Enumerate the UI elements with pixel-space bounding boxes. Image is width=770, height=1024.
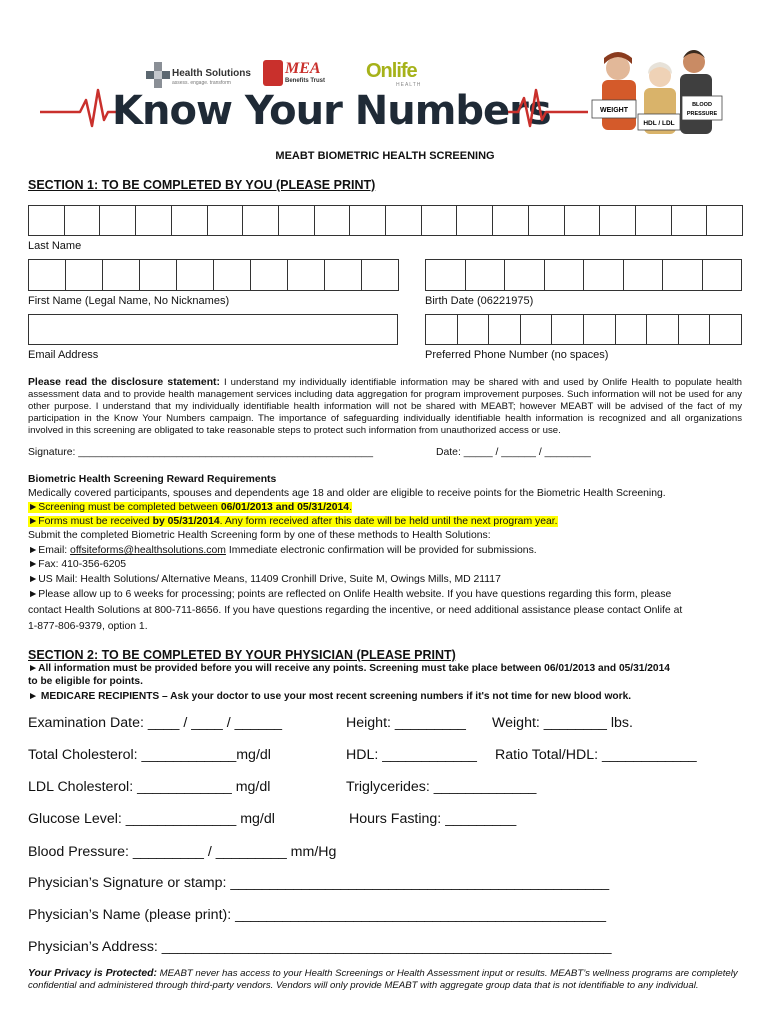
char-box[interactable] [350, 205, 386, 236]
disclosure-text: I understand my individually identifiable information may be shared with and used by Onlife Health to populate health assessment data and to provide health management services including data aggregation for program improvement purposes. Such information will not be used for any other purpose. I understand that my individually identifiable health information will not be shared with MEABT; however MEABT will be advised of the fact of my participation in the Know Your Numbers campaign. The importance of safeguarding individually identifiable health information is recognized and all organizations involved in this screening are obligated to take reasonable steps to protect such information from unauthorized access or use. [28, 377, 742, 436]
ratio-field[interactable]: Ratio Total/HDL: ____________ [495, 747, 697, 763]
svg-text:PRESSURE: PRESSURE [686, 111, 718, 117]
heartbeat-left-icon [40, 86, 120, 132]
email-field[interactable] [28, 314, 398, 345]
char-box[interactable] [707, 205, 743, 236]
section2-heading: SECTION 2: TO BE COMPLETED BY YOUR PHYSICIAN (PLEASE PRINT) [28, 648, 456, 662]
hours-fasting-field[interactable]: Hours Fasting: _________ [349, 811, 517, 827]
char-box[interactable] [65, 205, 101, 236]
banner-title: Know Your Numbers [112, 88, 551, 134]
rewards-email: ►Email: offsiteforms@healthsolutions.com Immediate electronic confirmation will be provided for submissions. [28, 545, 537, 556]
svg-text:BLOOD: BLOOD [692, 102, 712, 108]
form-title: MEABT BIOMETRIC HEALTH SCREENING [275, 150, 495, 162]
char-box[interactable] [584, 314, 616, 345]
health-solutions-name: Health Solutions [172, 68, 251, 79]
char-box[interactable] [140, 259, 177, 291]
char-box[interactable] [505, 259, 545, 291]
physician-address-field[interactable]: Physician’s Address: _________________________________________________________ [28, 939, 612, 955]
char-box[interactable] [703, 259, 743, 291]
mea-logo-subtext: Benefits Trust [285, 78, 326, 84]
char-box[interactable] [66, 259, 103, 291]
char-box[interactable] [679, 314, 711, 345]
char-box[interactable] [103, 259, 140, 291]
triglycerides-field[interactable]: Triglycerides: _____________ [346, 779, 537, 795]
char-box[interactable] [545, 259, 585, 291]
phone-label: Preferred Phone Number (no spaces) [425, 349, 609, 361]
char-box[interactable] [422, 205, 458, 236]
disclosure-statement [28, 377, 742, 437]
section2-note-medicare: ► MEDICARE RECIPIENTS – Ask your doctor to use your most recent screening numbers if it's not time for new blood work. [28, 691, 632, 702]
last-name-label: Last Name [28, 240, 82, 252]
first-name-label: First Name (Legal Name, No Nicknames) [28, 295, 230, 307]
char-box[interactable] [315, 205, 351, 236]
mea-mark-icon [263, 60, 283, 86]
char-box[interactable] [325, 259, 362, 291]
rewards-screening-window: ►Screening must be completed between 06/01/2013 and 05/31/2014. [28, 502, 352, 513]
char-box[interactable] [458, 314, 490, 345]
mea-logo-text: MEA [285, 60, 321, 77]
char-box[interactable] [584, 259, 624, 291]
sign-weight: WEIGHT [600, 107, 628, 114]
disclosure-heading: Please read the disclosure statement: [28, 377, 220, 388]
rewards-submit-methods: Submit the completed Biometric Health Screening form by one of these methods to Health Solutions: [28, 530, 491, 541]
rewards-mail: ►US Mail: Health Solutions/ Alternative Means, 11409 Cronhill Drive, Suite M, Owings Mills, MD 21117 [28, 574, 501, 585]
section1-heading: SECTION 1: TO BE COMPLETED BY YOU (PLEASE PRINT) [28, 178, 376, 192]
onlife-logo-subtext: HEALTH [396, 82, 422, 88]
rewards-deadline: ►Forms must be received by 05/31/2014. Any form received after this date will be held until the next program year. [28, 516, 558, 527]
char-box[interactable] [552, 314, 584, 345]
section2-note-points: ►All information must be provided before you will receive any points. Screening must take place between 06/01/2013 and 05/31/2014 to be eligible for points. [28, 663, 670, 687]
first-name-boxes[interactable] [28, 259, 399, 291]
onlife-logo-text: Onlife [366, 60, 417, 82]
privacy-text: MEABT never has access to your Health Screenings or Health Assessment input or results. MEABT’s wellness programs are completely confidential and administered through third-party vendors. Vendors will only provide MEABT with aggregate group data that is not identifiable to any individual. [28, 968, 738, 991]
char-box[interactable] [243, 205, 279, 236]
exam-date-field[interactable]: Examination Date: ____ / ____ / ______ [28, 715, 282, 731]
rewards-processing-1: ►Please allow up to 6 weeks for processing; points are reflected on Onlife Health website. If you have questions regarding this form, please [28, 589, 672, 600]
char-box[interactable] [521, 314, 553, 345]
birth-date-label: Birth Date (06221975) [425, 295, 534, 307]
rewards-fax: ►Fax: 410-356-6205 [28, 559, 127, 570]
signature-field[interactable]: Signature: ___________________________________________________ [28, 447, 373, 458]
char-box[interactable] [624, 259, 664, 291]
privacy-heading: Your Privacy is Protected: [28, 968, 157, 979]
glucose-field[interactable]: Glucose Level: ______________ mg/dl [28, 811, 275, 827]
char-box[interactable] [362, 259, 399, 291]
char-box[interactable] [29, 259, 66, 291]
physician-signature-field[interactable]: Physician’s Signature or stamp: ________________________________________________ [28, 875, 610, 891]
height-field[interactable]: Height: _________ [346, 715, 466, 731]
char-box[interactable] [251, 259, 288, 291]
people-with-signs-photo [588, 46, 724, 142]
char-box[interactable] [100, 205, 136, 236]
char-box[interactable] [426, 314, 458, 345]
char-box[interactable] [279, 205, 315, 236]
char-box[interactable] [208, 205, 244, 236]
char-box[interactable] [214, 259, 251, 291]
char-box[interactable] [489, 314, 521, 345]
char-box[interactable] [636, 205, 672, 236]
char-box[interactable] [647, 314, 679, 345]
email-link[interactable]: offsiteforms@healthsolutions.com [70, 545, 226, 556]
total-cholesterol-field[interactable]: Total Cholesterol: ____________mg/dl [28, 747, 271, 763]
rewards-processing-2: contact Health Solutions at 800-711-8656. If you have questions regarding the incentive, or need additional assistance please contact Onlife at [28, 605, 683, 616]
last-name-boxes[interactable] [28, 205, 743, 236]
rewards-processing-3: 1-877-806-9379, option 1. [28, 621, 148, 632]
weight-field[interactable]: Weight: ________ lbs. [492, 715, 633, 731]
char-box[interactable] [672, 205, 708, 236]
birth-date-boxes[interactable] [425, 259, 742, 291]
health-solutions-tagline: assess. engage. transform [172, 80, 231, 86]
char-box[interactable] [663, 259, 703, 291]
heartbeat-right-icon [508, 86, 588, 132]
char-box[interactable] [466, 259, 506, 291]
char-box[interactable] [565, 205, 601, 236]
sign-hdl-ldl: HDL / LDL [643, 120, 675, 127]
char-box[interactable] [616, 314, 648, 345]
char-box[interactable] [426, 259, 466, 291]
char-box[interactable] [529, 205, 565, 236]
char-box[interactable] [177, 259, 214, 291]
physician-name-field[interactable]: Physician’s Name (please print): _______________________________________________ [28, 907, 606, 923]
email-label: Email Address [28, 349, 99, 361]
char-box[interactable] [493, 205, 529, 236]
rewards-heading: Biometric Health Screening Reward Requirements [28, 474, 277, 485]
char-box[interactable] [288, 259, 325, 291]
date-field[interactable]: Date: _____ / ______ / ________ [436, 447, 591, 458]
mea-logo [263, 58, 343, 92]
blood-pressure-field[interactable]: Blood Pressure: _________ / _________ mm/Hg [28, 844, 337, 860]
hdl-field[interactable]: HDL: ____________ [346, 747, 477, 763]
phone-boxes[interactable] [425, 314, 742, 345]
char-box[interactable] [600, 205, 636, 236]
char-box[interactable] [386, 205, 422, 236]
rewards-eligibility: Medically covered participants, spouses and dependents age 18 and older are eligible to receive points for the Biometric Health Screening. [28, 488, 666, 499]
char-box[interactable] [457, 205, 493, 236]
char-box[interactable] [29, 205, 65, 236]
ldl-field[interactable]: LDL Cholesterol: ____________ mg/dl [28, 779, 271, 795]
health-solutions-mark-icon [146, 62, 170, 88]
char-box[interactable] [172, 205, 208, 236]
char-box[interactable] [710, 314, 742, 345]
char-box[interactable] [136, 205, 172, 236]
privacy-statement [28, 968, 744, 992]
